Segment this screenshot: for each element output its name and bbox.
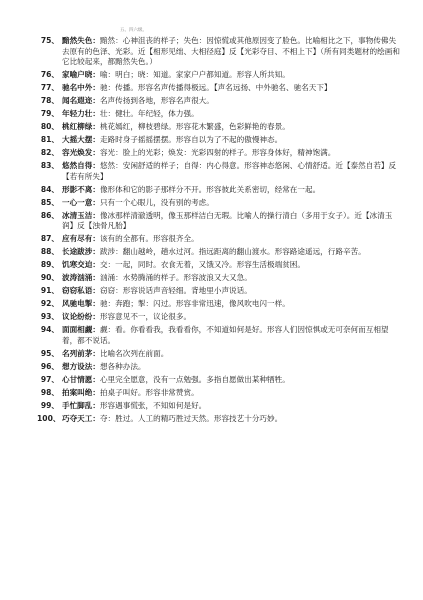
entry-number: 99、	[40, 400, 59, 410]
idiom-entry	[40, 312, 401, 323]
entry-term: 闻名遐迩：	[62, 96, 100, 106]
entry-number: 82、	[40, 148, 59, 158]
entry-number: 98、	[40, 387, 59, 397]
idiom-entry	[40, 210, 401, 232]
entry-term: 窃窃私语：	[62, 286, 100, 296]
entry-number: 84、	[40, 184, 59, 194]
entry-definition: 桃花嫣红，柳枝碧绿。形容花木繁盛，色彩鲜艳的春景。	[99, 122, 290, 132]
entry-number: 95、	[40, 348, 59, 358]
entry-term: 一心一意：	[62, 197, 100, 207]
entry-term: 风驰电掣：	[62, 299, 100, 309]
entry-definition: 容光：脸上的光彩；焕发：光彩四射的样子。形容身体好，精神饱满。	[99, 148, 336, 158]
entry-term: 手忙脚乱：	[62, 400, 100, 410]
entry-term: 议论纷纷：	[62, 312, 100, 322]
entry-definition: 夺：胜过。人工的精巧胜过天然。形容技艺十分巧妙。	[99, 413, 283, 423]
entry-term: 拍案叫绝：	[62, 387, 100, 397]
entry-number: 86、	[40, 210, 59, 220]
entry-number: 77、	[40, 83, 59, 93]
entry-number: 94、	[40, 325, 59, 335]
entry-term: 桃红柳绿：	[62, 122, 100, 132]
entry-number: 76、	[40, 70, 59, 80]
idiom-entry	[40, 400, 401, 412]
entry-term: 大摇大摆：	[62, 135, 100, 145]
idiom-entry	[40, 247, 401, 258]
idiom-entry	[40, 184, 401, 196]
entry-definition: 驰：传播。形容名声传播得极远。【声名远扬、中外驰名、驰名天下】	[99, 83, 332, 93]
entry-definition: 驰：奔跑；掣：闪过。形容非常迅速，像风吹电闪一样。	[99, 299, 290, 309]
entry-definition: 只有一个心眼儿，没有别的考虑。	[99, 197, 214, 207]
entry-number: 75、	[40, 36, 59, 45]
entry-definition: 像冰那样清澈透明，像玉那样洁白无瑕。比喻人的操行清白（多用于女子）。近【冰清玉润】反【浊骨凡胎】	[62, 210, 393, 231]
idiom-entry	[40, 325, 401, 346]
idiom-entry	[40, 348, 401, 360]
entry-term: 心甘情愿：	[62, 374, 100, 384]
entry-number: 97、	[40, 374, 59, 384]
idiom-entry	[40, 273, 401, 284]
idiom-entry	[40, 96, 401, 107]
idiom-entry	[40, 83, 401, 94]
idiom-entry	[40, 234, 401, 245]
entry-number: 93、	[40, 312, 59, 322]
entry-definition: 窃窃：形容说话声音轻细。背地里小声说话。	[99, 286, 252, 296]
entry-number: 80、	[40, 122, 59, 132]
entry-definition: 走路时身子摇摇摆摆。形容自以为了不起的傲慢神态。	[99, 135, 283, 145]
entry-definition: 该有的全都有。形容很齐全。	[99, 234, 199, 244]
entry-number: 87、	[40, 234, 59, 244]
entry-number: 85、	[40, 197, 59, 207]
entry-term: 饥寒交迫：	[62, 260, 100, 270]
entry-number: 88、	[40, 247, 59, 257]
entry-definition: 喻：明白；晓：知道。家家户户都知道。形容人所共知。	[99, 70, 290, 80]
entry-definition: 想各种办法。	[99, 361, 146, 371]
entry-definition: 黯然：心神沮丧的样子；失色：因惊慌或其他原因变了脸色。比喻相比之下，事物传佛失去原有的色泽、光彩。近【相形见绌、大相径庭】反【光彩夺目、不相上下】（所有同类题材的绘画和它比较起来，都黯然失色。）	[62, 36, 400, 67]
entry-definition: 像形体和它的影子那样分不开。形容彼此关系密切，经常在一起。	[99, 184, 321, 194]
entry-term: 形影不离：	[62, 184, 100, 194]
entry-term: 面面相觑：	[62, 325, 100, 335]
entry-definition: 壮：健壮。年纪轻，体力强。	[99, 109, 199, 119]
entry-definition: 拍桌子叫好。形容非常赞赏。	[99, 387, 199, 397]
entry-term: 想方设法：	[62, 361, 100, 371]
entry-term: 冰清玉洁：	[62, 210, 100, 220]
entry-definition: 交：一起，同时。衣食无着，又饿又冷。形容生活极端贫困。	[99, 260, 305, 270]
entry-definition: 觑：看。你看看我，我看看你，不知道如何是好。形容人们因惊惧或无可奈何而互相望着，都不说话。	[62, 325, 389, 345]
entry-term: 应有尽有：	[62, 234, 100, 244]
idiom-entry	[40, 260, 401, 271]
entry-definition: 形容意见不一，议论很多。	[99, 312, 192, 322]
idiom-entry	[40, 109, 401, 120]
entry-definition: 名声传扬到各地，形容名声很大。	[99, 96, 214, 106]
idiom-entry	[40, 387, 401, 399]
entry-definition: 悠然：安闲舒适的样子；自得：内心得意。形容神态悠闲、心情舒适。近【泰然自若】反【若有所失】	[62, 161, 397, 181]
entry-number: 78、	[40, 96, 59, 106]
idiom-entry	[40, 148, 401, 159]
idiom-entry	[40, 122, 401, 133]
entry-number: 92、	[40, 299, 59, 309]
entry-list	[37, 36, 401, 424]
idiom-entry	[40, 361, 401, 373]
entry-term: 容光焕发：	[62, 148, 100, 158]
page-header: 五、四六级。	[120, 28, 147, 33]
idiom-entry	[40, 286, 401, 297]
entry-term: 巧夺天工：	[62, 413, 100, 423]
entry-term: 黯然失色：	[62, 36, 100, 45]
idiom-entry	[40, 36, 401, 68]
idiom-entry	[40, 374, 401, 386]
idiom-entry	[37, 413, 401, 425]
entry-term: 悠然自得：	[62, 161, 100, 171]
idiom-entry	[40, 197, 401, 209]
entry-definition: 比喻名次列在前面。	[99, 348, 169, 358]
entry-number: 96、	[40, 361, 59, 371]
idiom-entry	[40, 135, 401, 146]
entry-number: 79、	[40, 109, 59, 119]
entry-term: 驰名中外：	[62, 83, 100, 93]
entry-number: 90、	[40, 273, 59, 283]
entry-number: 89、	[40, 260, 59, 270]
entry-number: 91、	[40, 286, 59, 296]
entry-number: 83、	[40, 161, 59, 171]
entry-definition: 汹涌：水势腾涌的样子。形容波浪又大又急。	[99, 273, 252, 283]
entry-number: 81、	[40, 135, 59, 145]
idiom-entry	[40, 299, 401, 310]
entry-definition: 形容遇事慌张，不知如何是好。	[99, 400, 207, 410]
entry-definition: 跋涉：翻山越岭，趟水过河。指远距离的翻山渡水。形容路途遥远，行路辛苦。	[99, 247, 366, 257]
entry-number: 100、	[37, 413, 61, 423]
idiom-entry	[40, 161, 401, 182]
entry-term: 名列前茅：	[62, 348, 100, 358]
entry-term: 年轻力壮：	[62, 109, 100, 119]
entry-term: 长途跋涉：	[62, 247, 100, 257]
entry-term: 波涛汹涌：	[62, 273, 100, 283]
idiom-entry	[40, 70, 401, 81]
entry-definition: 心里完全愿意，没有一点勉强。多指自愿做出某种牺牲。	[99, 374, 290, 384]
entry-term: 家喻户晓：	[62, 70, 100, 80]
